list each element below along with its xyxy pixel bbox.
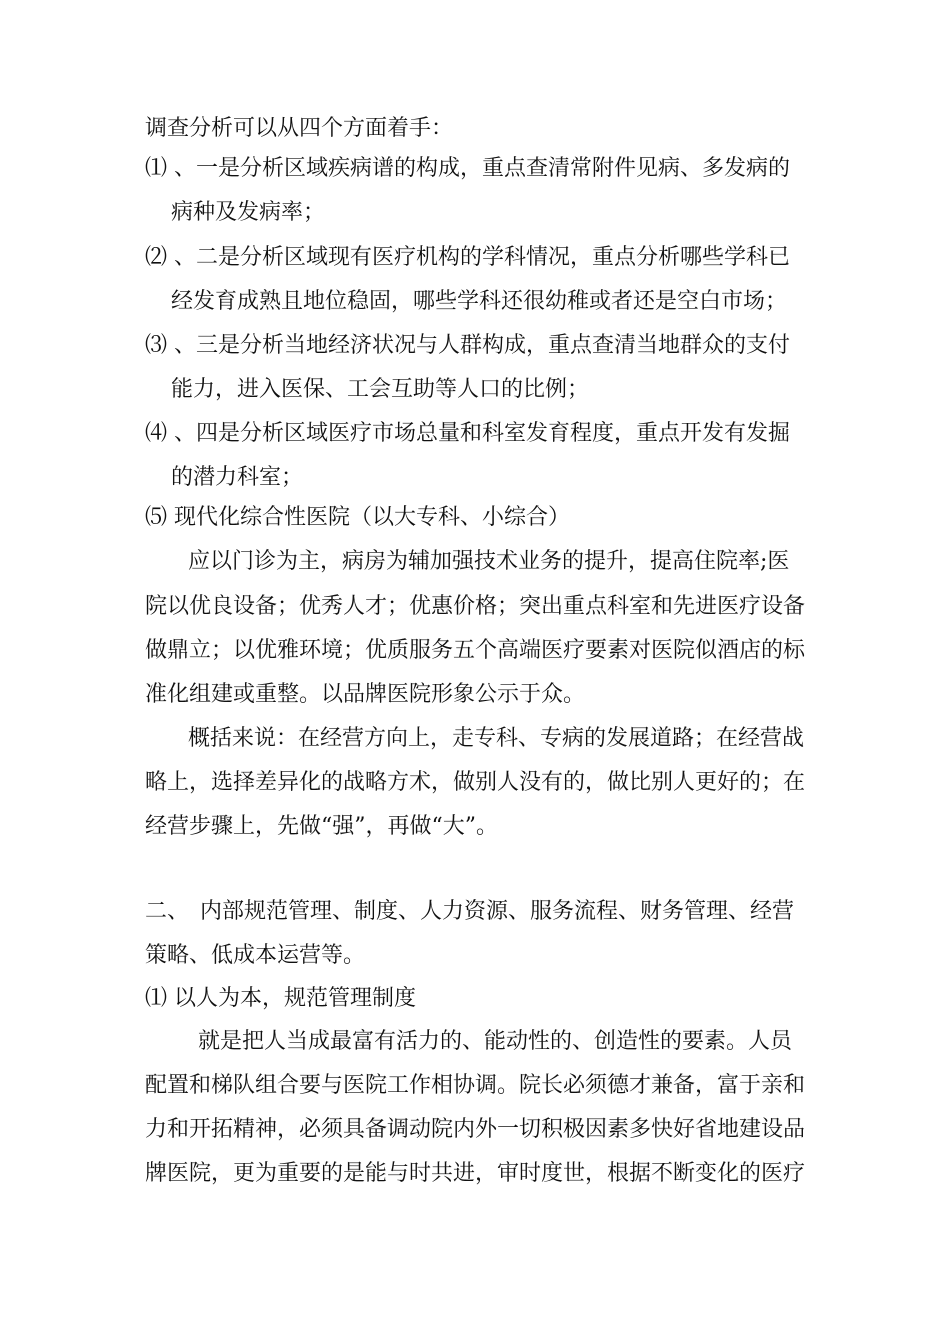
list-item-4-line: ⑷ 、四是分析区域医疗市场总量和科室发育程度，重点开发有发掘 [145,421,790,446]
paragraph-line: 院以优良设备；优秀人才；优惠价格；突出重点科室和先进医疗设备 [145,594,806,619]
paragraph-line: 就是把人当成最富有活力的、能动性的、创造性的要素。人员 [198,1029,793,1054]
list-item-1-continuation: 病种及发病率； [171,200,326,225]
section-heading-continuation: 策略、低成本运营等。 [145,943,366,968]
body-text-line: 调查分析可以从四个方面着手： [145,116,454,141]
paragraph-line: 准化组建或重整。以品牌医院形象公示于众。 [145,682,586,707]
list-item-5-line: ⑸ 现代化综合性医院（以大专科、小综合） [145,505,570,530]
list-item-3-continuation: 能力，进入医保、工会互助等人口的比例； [171,377,590,402]
paragraph-line: 经营步骤上，先做“强”，再做“大”。 [145,814,498,839]
paragraph-line: 略上，选择差异化的战略方术，做别人没有的，做比别人更好的；在 [145,770,806,795]
paragraph-line: 概括来说：在经营方向上，走专科、专病的发展道路；在经营战 [188,726,805,751]
list-item-2-continuation: 经发育成熟且地位稳固，哪些学科还很幼稚或者还是空白市场； [171,289,788,314]
paragraph-line: 配置和梯队组合要与医院工作相协调。院长必须德才兼备，富于亲和 [145,1073,806,1098]
list-item-1-line: ⑴ 、一是分析区域疾病谱的构成，重点查清常附件见病、多发病的 [145,156,790,181]
list-item-2-line: ⑵ 、二是分析区域现有医疗机构的学科情况，重点分析哪些学科已 [145,245,790,270]
list-item-3-line: ⑶ 、三是分析当地经济状况与人群构成，重点查清当地群众的支付 [145,333,790,358]
paragraph-line: 牌医院，更为重要的是能与时共进，审时度世，根据不断变化的医疗 [145,1161,806,1186]
paragraph-line: 力和开拓精神，必须具备调动院内外一切积极因素多快好省地建设品 [145,1117,806,1142]
subsection-heading: ⑴ 以人为本，规范管理制度 [145,986,416,1011]
paragraph-line: 应以门诊为主，病房为辅加强技术业务的提升，提高住院率;医 [188,549,790,574]
paragraph-line: 做鼎立；以优雅环境；优质服务五个高端医疗要素对医院似酒店的标 [145,638,806,663]
list-item-4-continuation: 的潜力科室； [171,465,304,490]
section-heading-line: 二、 内部规范管理、制度、人力资源、服务流程、财务管理、经营 [145,899,795,924]
